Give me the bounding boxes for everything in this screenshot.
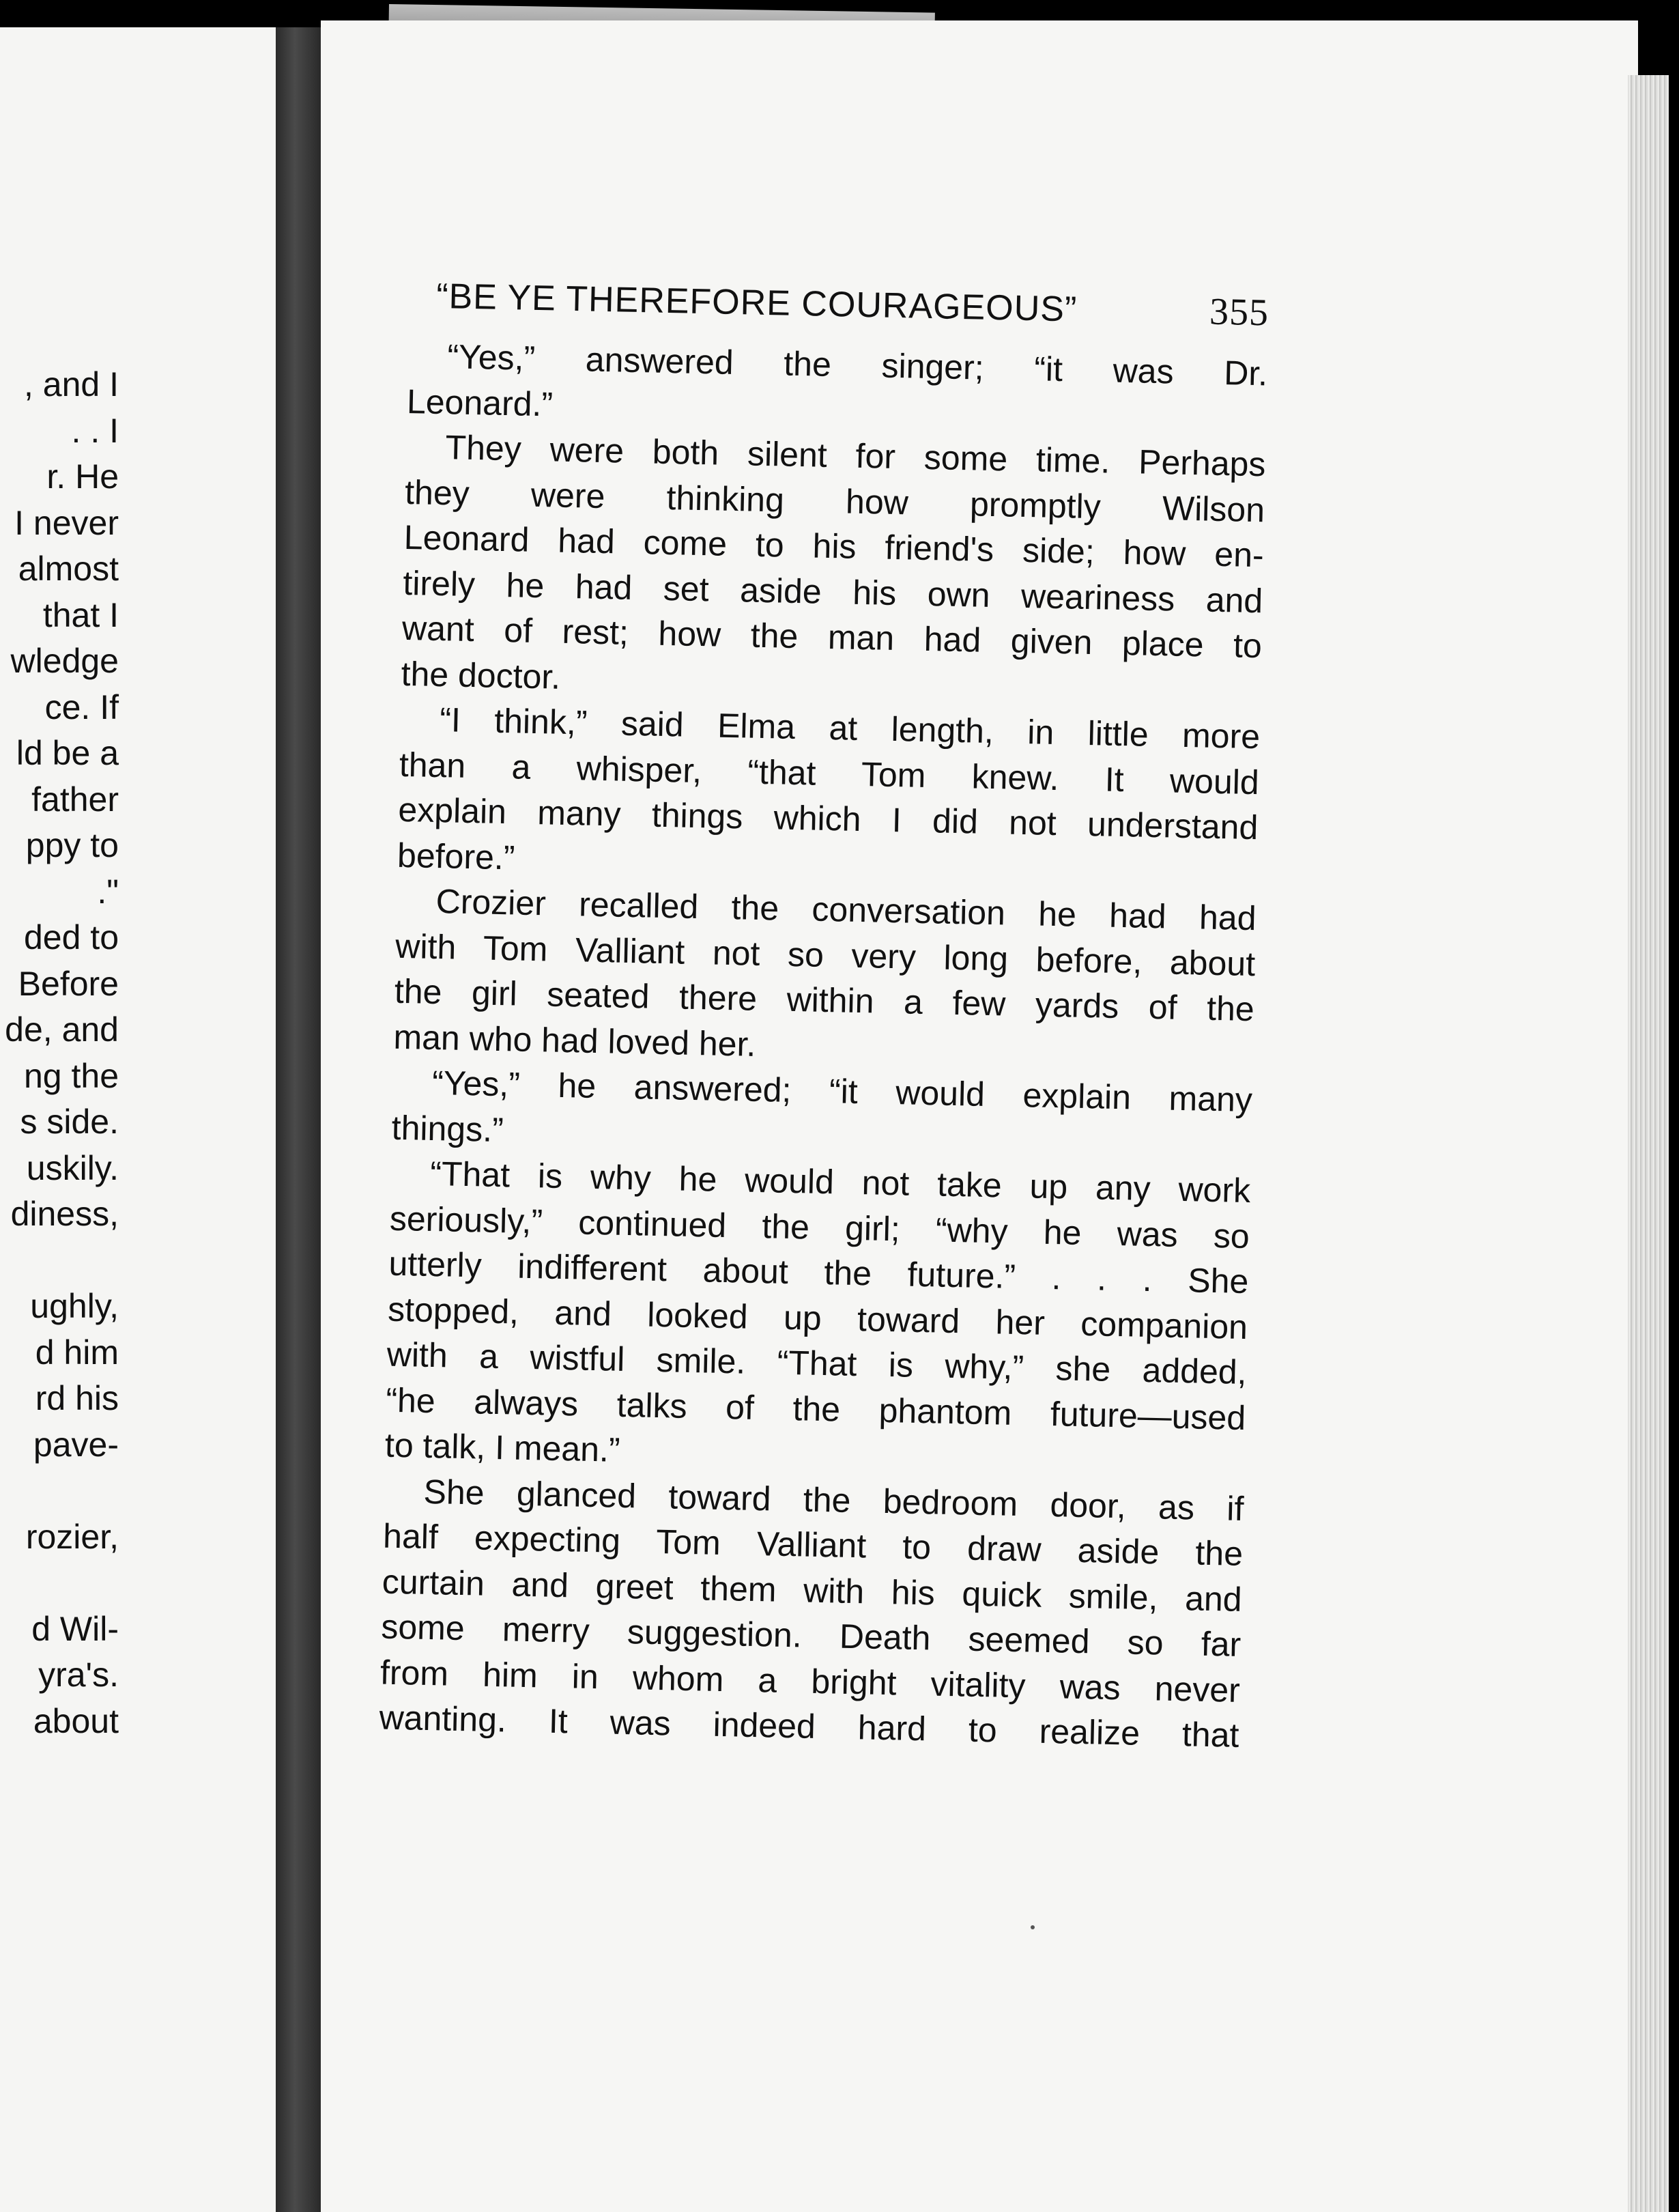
text-line: the doctor. — [401, 654, 561, 696]
left-page-line: ld be a — [16, 734, 119, 772]
left-page-line: I never — [14, 503, 119, 542]
text-line: “That is why he would not take up any work — [429, 1154, 1251, 1210]
text-line: “he always talks of the phantom future—used — [385, 1380, 1246, 1437]
left-page-line: pave- — [33, 1425, 119, 1464]
text-line: the girl seated there within a few yards of the — [394, 972, 1255, 1029]
page-text-block — [379, 273, 1269, 1758]
text-line: before.” — [397, 836, 516, 877]
text-line: half expecting Tom Valliant to draw aside the — [382, 1516, 1244, 1573]
left-page-line: , and I — [24, 365, 119, 403]
left-page-line — [0, 1468, 119, 1514]
text-line: man who had loved her. — [392, 1017, 756, 1064]
left-page-text — [0, 362, 287, 1744]
text-line: “I think,” said Elma at length, in little more — [439, 700, 1261, 756]
left-page-line: ded to — [23, 918, 119, 956]
body-text — [379, 333, 1268, 1758]
text-line: want of rest; how the man had given place to — [401, 608, 1263, 666]
left-page-line: father — [31, 780, 119, 819]
text-line: to talk, I mean.” — [384, 1426, 621, 1469]
text-line: stopped, and looked up toward her companion — [387, 1290, 1248, 1346]
left-page-line: ughly, — [30, 1287, 119, 1325]
left-page-line: de, and — [5, 1010, 119, 1049]
page-fore-edge — [1628, 75, 1669, 2212]
page-number: 355 — [1209, 290, 1269, 335]
text-line: They were both silent for some time. Perhaps — [445, 428, 1266, 484]
left-page-line: diness, — [10, 1195, 119, 1233]
left-page-line: r. He — [46, 457, 119, 496]
left-page-line: rd his — [35, 1379, 119, 1417]
text-line: than a whisper, “that Tom knew. It would — [399, 745, 1260, 802]
text-line: Crozier recalled the conversation he had had — [435, 882, 1257, 938]
left-page-line — [0, 1238, 119, 1284]
text-line: some merry suggestion. Death seemed so far — [380, 1607, 1242, 1664]
text-line: with Tom Valliant not so very long before, about — [394, 926, 1256, 983]
running-head-title: “BE YE THEREFORE COURAGEOUS” — [435, 276, 1078, 330]
left-page-line: almost — [18, 550, 119, 588]
text-line: from him in whom a bright vitality was never — [379, 1653, 1241, 1710]
text-line: seriously,” continued the girl; “why he was so — [389, 1199, 1250, 1256]
text-line: “Yes,” answered the singer; “it was Dr. — [446, 337, 1268, 393]
left-page-line: ." — [97, 872, 119, 911]
left-page-line: . . I — [71, 411, 119, 450]
left-page — [0, 27, 287, 2212]
left-page-line: wledge — [10, 642, 119, 680]
left-page-line: yra's. — [38, 1656, 119, 1694]
left-page-line: ppy to — [25, 826, 119, 864]
left-page-line: about — [33, 1701, 119, 1740]
text-line: Leonard had come to his friend's side; how en- — [403, 517, 1265, 575]
left-page-line: s side. — [20, 1103, 119, 1141]
book-gutter — [276, 27, 324, 2212]
left-page-line — [0, 1560, 119, 1606]
text-line: curtain and greet them with his quick smile, and — [382, 1562, 1243, 1619]
left-page-line: that I — [42, 595, 119, 634]
left-page-line: Before — [18, 964, 119, 1003]
text-line: utterly indifferent about the future.” . . . She — [388, 1244, 1249, 1301]
text-line: “Yes,” he answered; “it would explain many — [431, 1063, 1253, 1120]
text-line: Leonard.” — [406, 382, 554, 423]
text-line: with a wistful smile. “That is why,” she added, — [386, 1335, 1248, 1392]
left-page-line: ce. If — [44, 687, 119, 726]
text-line: they were thinking how promptly Wilson — [404, 472, 1265, 529]
paper-speck — [1031, 1925, 1035, 1929]
left-page-line: d Wil- — [31, 1609, 119, 1648]
text-line: She glanced toward the bedroom door, as if — [423, 1472, 1244, 1528]
left-page-line: d him — [35, 1333, 119, 1372]
left-page-line: ng the — [23, 1056, 119, 1095]
text-line: wanting. It was indeed hard to realize that — [379, 1698, 1239, 1755]
left-page-line: uskily. — [26, 1148, 119, 1187]
text-line: things.” — [391, 1108, 504, 1149]
text-line: explain many things which I did not understand — [397, 790, 1259, 847]
text-line: tirely he had set aside his own weariness and — [402, 563, 1263, 620]
left-page-line: rozier, — [25, 1517, 119, 1556]
